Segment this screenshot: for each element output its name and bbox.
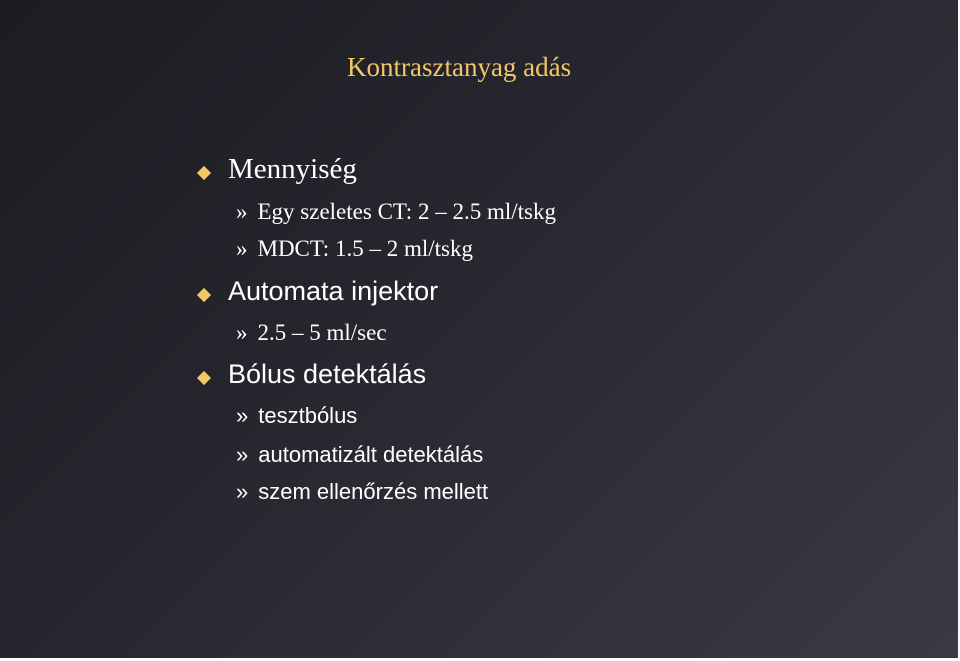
bullet-marker: » <box>236 320 248 345</box>
list-item <box>236 320 387 346</box>
list-item-text: Egy szeletes CT: 2 – 2.5 ml/tskg <box>257 199 556 224</box>
section-heading-bolus: Bólus detektálás <box>228 359 427 389</box>
list-item-text: 2.5 – 5 ml/sec <box>257 320 387 345</box>
bullet-marker: » <box>236 199 248 224</box>
slide-title: Kontrasztanyag adás <box>347 52 572 82</box>
bullet-marker: » <box>236 442 249 467</box>
list-item-text: MDCT: 1.5 – 2 ml/tskg <box>257 236 473 261</box>
list-item <box>236 199 556 225</box>
bullet-marker: » <box>236 403 249 428</box>
list-item <box>236 403 357 429</box>
list-item <box>236 479 488 505</box>
diamond-bullet-icon <box>197 371 211 385</box>
list-item-text: szem ellenőrzés mellett <box>258 479 489 504</box>
list-item <box>236 236 473 262</box>
section-heading-quantity: Mennyiség <box>228 153 357 185</box>
diamond-bullet-icon <box>197 288 211 302</box>
list-item <box>236 442 483 468</box>
bullet-marker: » <box>236 479 249 504</box>
list-item-text: automatizált detektálás <box>258 442 484 467</box>
section-heading-injector: Automata injektor <box>228 276 439 306</box>
list-item-text: tesztbólus <box>258 403 358 428</box>
bullet-marker: » <box>236 236 248 261</box>
diamond-bullet-icon <box>197 166 211 180</box>
